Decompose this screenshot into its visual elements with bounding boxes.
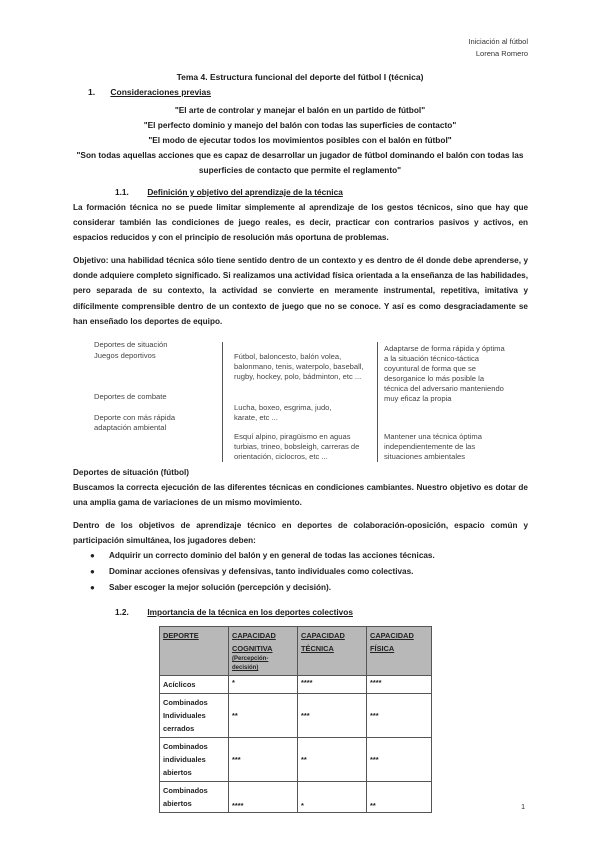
examples-adaptacion: Esquí alpino, piragüismo en aguas turbias, trineo, bobsleigh, carreras de orientación, ciclocros, etc ...: [234, 432, 360, 461]
paragraph-situacion: Buscamos la correcta ejecución de las diferentes técnicas en condiciones cambiantes. Nuestro objetivo es dotar de una amplia gama de variaciones de un mismo movimiento.: [73, 483, 528, 508]
list-item: [90, 583, 331, 592]
definition-quotes: [60, 103, 540, 178]
document-title: Tema 4. Estructura funcional del deporte del fútbol I (técnica): [176, 72, 424, 82]
type-juegos: Juegos deportivos: [94, 351, 156, 360]
objective-situacion: Adaptarse de forma rápida y óptima a la situación técnico-táctica coyuntural de forma que se desorganice lo más posible la técnica del adversario manteniendo muy eficaz la propia: [384, 344, 505, 403]
section-number: 1.1.: [115, 187, 129, 197]
cell-cognitiva: ****: [229, 782, 298, 813]
list-item-text: Dominar acciones ofensivas y defensivas, tanto individuales como colectivas.: [109, 567, 414, 576]
cell-cognitiva: ***: [229, 738, 298, 782]
list-item: [90, 551, 435, 560]
row-name: Combinados abiertos: [160, 782, 229, 813]
cell-fisica: ***: [367, 694, 432, 738]
row-name: Combinados individuales abiertos: [160, 738, 229, 782]
objetivo-lead: Objetivo:: [73, 256, 109, 265]
paragraph-objetivo: [73, 253, 528, 329]
divider: [222, 342, 223, 462]
paragraph-formacion: La formación técnica no se puede limitar simplemente al aprendizaje de los gestos técnicos, sino que hay que considerar también las condiciones de juego reales, es decir, practicar con contrarios pasivos y activos, en espacios reducidos y con el principio de resolución más oportuna de problemas.: [73, 203, 528, 243]
cell-tecnica: ****: [298, 676, 367, 694]
section-1-heading: [88, 87, 211, 97]
quote: "El arte de controlar y manejar el balón en un partido de fútbol": [174, 105, 426, 115]
paragraph-dentro: Dentro de los objetivos de aprendizaje técnico en deportes de colaboración-oposición, espacio común y participación simultánea, los jugadores deben:: [73, 521, 528, 546]
quote: "El modo de ejecutar todos los movimientos posibles con el balón en fútbol": [148, 135, 452, 145]
cell-cognitiva: **: [229, 694, 298, 738]
type-adaptacion: Deporte con más rápida adaptación ambiental: [94, 413, 176, 432]
cell-tecnica: **: [298, 738, 367, 782]
section-label: Consideraciones previas: [110, 87, 212, 97]
row-name: Combinados Individuales cerrados: [160, 694, 229, 738]
page-header: [468, 36, 528, 60]
quote: "Son todas aquellas acciones que es capaz de desarrollar un jugador de fútbol dominando el balón con todas las superficies de contacto que permite el reglamento": [76, 150, 524, 175]
heading-situacion: Deportes de situación (fútbol): [73, 468, 189, 477]
table-header-row: [160, 627, 432, 676]
examples-combate: Lucha, boxeo, esgrima, judo, karate, etc ...: [234, 403, 332, 422]
cell-tecnica: *: [298, 782, 367, 813]
sports-comparison: [94, 340, 514, 462]
header-tecnica: CAPACIDAD TÉCNICA: [298, 627, 367, 676]
objective-adaptacion: Mantener una técnica óptima independientemente de las situaciones ambientales: [384, 432, 482, 461]
header-cognitiva: [229, 627, 298, 676]
section-label: Importancia de la técnica en los deportes colectivos: [147, 607, 353, 617]
list-item-text: Adquirir un correcto dominio del balón y en general de todas las acciones técnicas.: [109, 551, 435, 560]
quote: "El perfecto dominio y manejo del balón con todas las superficies de contacto": [143, 120, 457, 130]
header-cognitiva-sub: (Percepción-decisión): [232, 656, 269, 671]
section-number: 1.2.: [115, 607, 129, 617]
section-number: 1.: [88, 87, 96, 97]
header-deporte: DEPORTE: [160, 627, 229, 676]
cell-fisica: **: [367, 782, 432, 813]
type-situacion: Deportes de situación: [94, 340, 168, 349]
capacities-table: [159, 626, 432, 813]
cell-fisica: ****: [367, 676, 432, 694]
cell-fisica: ***: [367, 738, 432, 782]
section-1-1-heading: [115, 187, 343, 197]
objetivo-text: una habilidad técnica sólo tiene sentido dentro de un contexto y es dentro de él donde debe aprenderse, y donde adquiere completo significado. Si realizamos una actividad física orientada a la enseñanza de las habilidades, pero separada de su contexto, la actividad se convierte en meramente instrumental, repetitiva, imitativa y difícilmente comprensible dentro de un contexto de juego que no se conoce. Y así es como desgraciadamente se han enseñado los deportes de equipo.: [73, 256, 528, 326]
bullet-icon: ●: [90, 567, 95, 576]
type-combate: Deportes de combate: [94, 392, 167, 401]
section-label: Definición y objetivo del aprendizaje de la técnica: [147, 187, 343, 197]
table-row: [160, 676, 432, 694]
divider: [377, 342, 378, 462]
row-name: Acíclicos: [160, 676, 229, 694]
table-row: [160, 694, 432, 738]
list-item-text: Saber escoger la mejor solución (percepción y decisión).: [109, 583, 332, 592]
list-item: [90, 567, 413, 576]
examples-situacion: Fútbol, baloncesto, balón volea, balonmano, tenis, waterpolo, baseball, rugby, hockey, polo, bádminton, etc ...: [234, 352, 364, 381]
header-cognitiva-label: CAPACIDAD COGNITIVA: [232, 631, 276, 653]
header-course: Iniciación al fútbol: [468, 37, 528, 46]
cell-tecnica: ***: [298, 694, 367, 738]
cell-cognitiva: *: [229, 676, 298, 694]
table-row: [160, 782, 432, 813]
bullet-icon: ●: [90, 551, 95, 560]
header-fisica: CAPACIDAD FÍSICA: [367, 627, 432, 676]
section-1-2-heading: [115, 607, 353, 617]
header-author: Lorena Romero: [475, 49, 528, 58]
bullet-icon: ●: [90, 583, 95, 592]
page-number: 1: [521, 802, 526, 811]
table-row: [160, 738, 432, 782]
